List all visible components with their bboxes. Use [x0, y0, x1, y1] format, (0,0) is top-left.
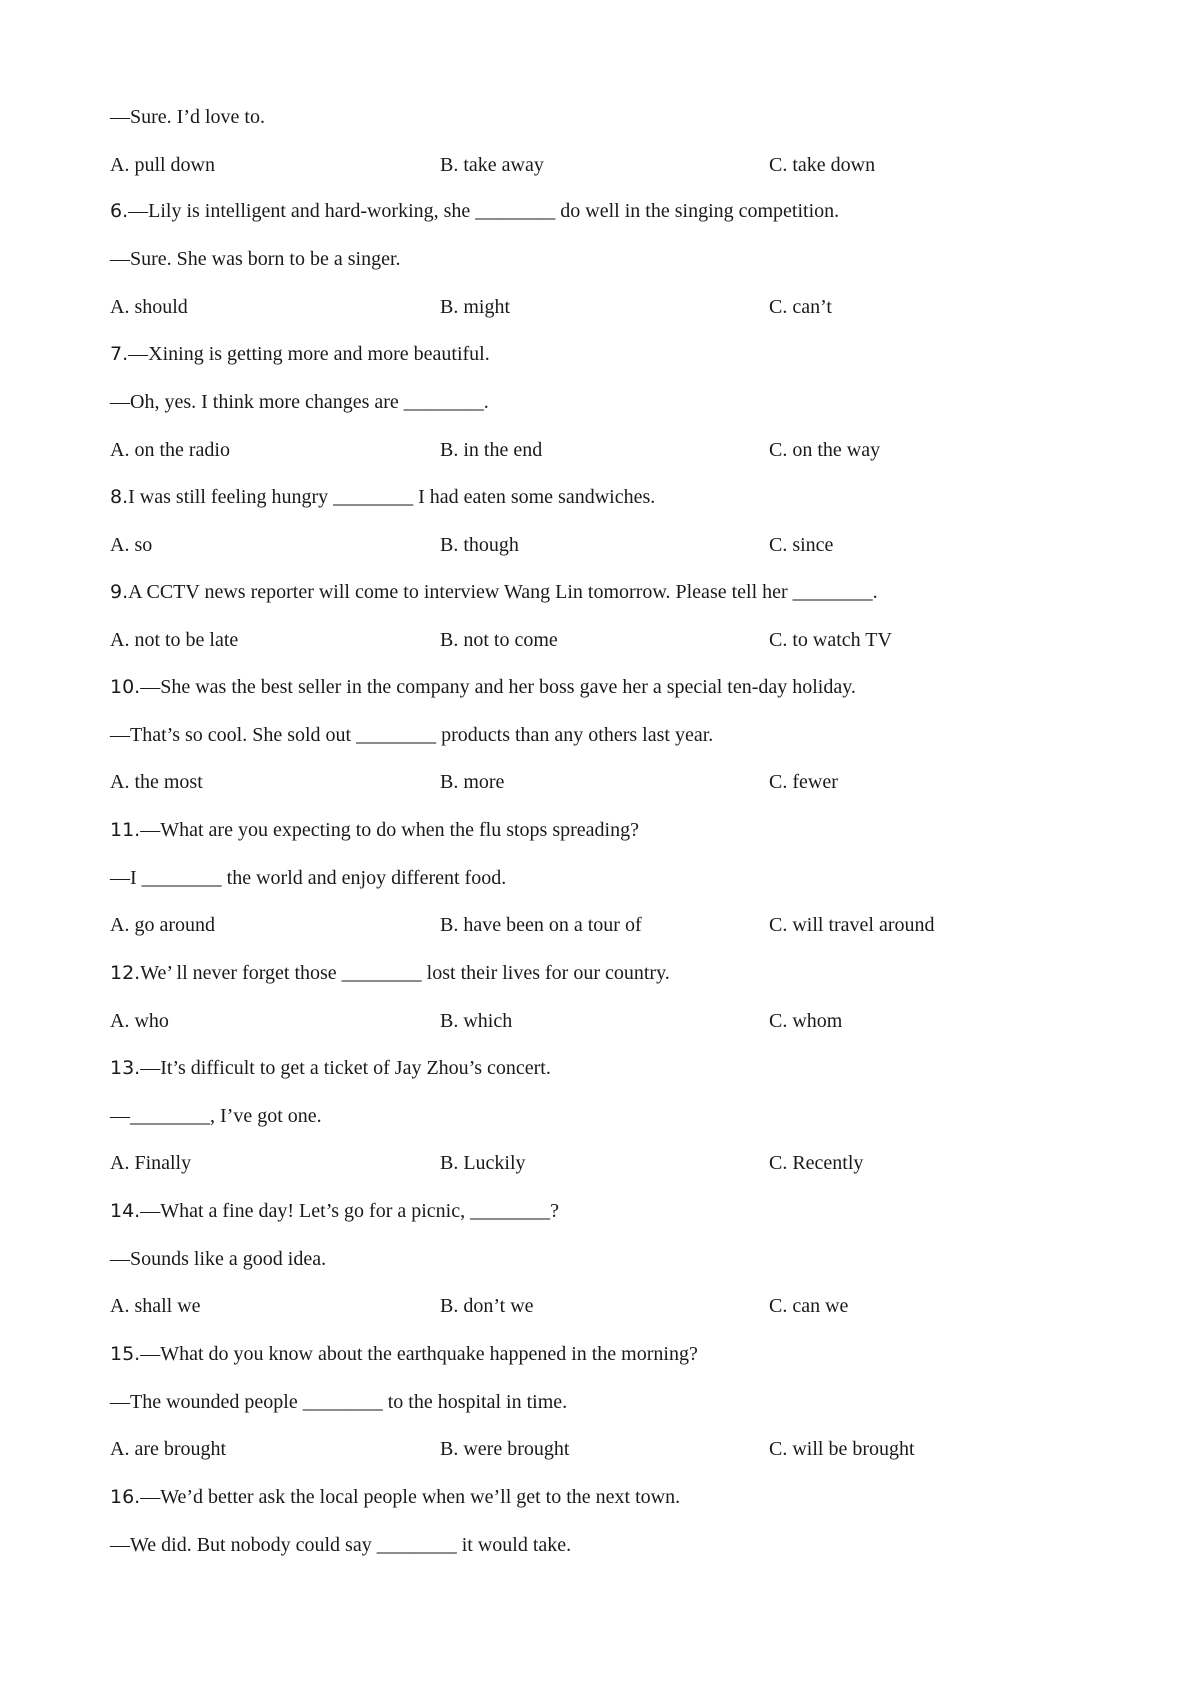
- option-b: B. have been on a tour of: [440, 914, 642, 936]
- option-b: B. take away: [440, 154, 544, 176]
- question-line: 7.—Xining is getting more and more beautiful.: [110, 343, 490, 365]
- option-row: [110, 294, 1110, 320]
- question-line: 15.—What do you know about the earthquake happened in the morning?: [110, 1343, 698, 1365]
- question-line: —The wounded people ________ to the hospital in time.: [110, 1391, 568, 1413]
- question-number: 15.: [110, 1343, 141, 1365]
- option-a: A. so: [110, 534, 153, 556]
- option-a: A. pull down: [110, 154, 215, 176]
- question-number: 7.: [110, 343, 129, 365]
- option-b: B. which: [440, 1010, 513, 1032]
- option-a: A. are brought: [110, 1438, 227, 1460]
- question-number: 16.: [110, 1486, 141, 1508]
- option-c: C. Recently: [769, 1152, 864, 1174]
- option-b: B. in the end: [440, 439, 543, 461]
- option-b: B. Luckily: [440, 1152, 526, 1174]
- question-line: 12.We’ ll never forget those ________ lost their lives for our country.: [110, 962, 670, 984]
- question-number: 8.: [110, 486, 129, 508]
- option-a: A. should: [110, 296, 188, 318]
- option-b: B. don’t we: [440, 1295, 534, 1317]
- question-number: 12.: [110, 962, 141, 984]
- option-b: B. more: [440, 771, 505, 793]
- option-row: [110, 532, 1110, 558]
- option-row: [110, 769, 1110, 795]
- question-number: 9.: [110, 581, 129, 603]
- option-row: [110, 1293, 1110, 1319]
- option-a: A. not to be late: [110, 629, 239, 651]
- option-row: [110, 912, 1110, 938]
- question-line: 6.—Lily is intelligent and hard-working, she ________ do well in the singing competition.: [110, 200, 840, 222]
- question-line: —________, I’ve got one.: [110, 1105, 322, 1127]
- option-c: C. to watch TV: [769, 629, 892, 651]
- question-number: 10.: [110, 676, 141, 698]
- question-line: —I ________ the world and enjoy different food.: [110, 867, 507, 889]
- option-a: A. shall we: [110, 1295, 201, 1317]
- question-number: 11.: [110, 819, 141, 841]
- option-b: B. though: [440, 534, 519, 556]
- option-c: C. fewer: [769, 771, 838, 793]
- option-c: C. on the way: [769, 439, 881, 461]
- option-b: B. might: [440, 296, 511, 318]
- option-c: C. can’t: [769, 296, 832, 318]
- question-line: 10.—She was the best seller in the company and her boss gave her a special ten-day holiday.: [110, 676, 856, 698]
- option-c: C. will travel around: [769, 914, 935, 936]
- option-a: A. Finally: [110, 1152, 192, 1174]
- question-line: 13.—It’s difficult to get a ticket of Jay Zhou’s concert.: [110, 1057, 551, 1079]
- question-line: 8.I was still feeling hungry ________ I had eaten some sandwiches.: [110, 486, 656, 508]
- question-line: —Sure. She was born to be a singer.: [110, 248, 401, 270]
- question-line: —That’s so cool. She sold out ________ products than any others last year.: [110, 724, 714, 746]
- question-line: 16.—We’d better ask the local people when we’ll get to the next town.: [110, 1486, 681, 1508]
- question-line: —We did. But nobody could say ________ it would take.: [110, 1534, 572, 1556]
- option-c: C. will be brought: [769, 1438, 915, 1460]
- option-a: A. the most: [110, 771, 203, 793]
- question-number: 13.: [110, 1057, 141, 1079]
- question-line: —Oh, yes. I think more changes are ________.: [110, 391, 489, 413]
- option-a: A. go around: [110, 914, 215, 936]
- option-row: [110, 1008, 1110, 1034]
- question-line: —Sure. I’d love to.: [110, 106, 265, 128]
- question-line: —Sounds like a good idea.: [110, 1248, 327, 1270]
- option-a: A. on the radio: [110, 439, 230, 461]
- option-row: [110, 152, 1110, 178]
- option-b: B. were brought: [440, 1438, 570, 1460]
- option-c: C. can we: [769, 1295, 849, 1317]
- question-line: 11.—What are you expecting to do when the flu stops spreading?: [110, 819, 639, 841]
- option-c: C. whom: [769, 1010, 843, 1032]
- option-row: [110, 627, 1110, 653]
- option-row: [110, 1150, 1110, 1176]
- question-line: 9.A CCTV news reporter will come to interview Wang Lin tomorrow. Please tell her ________.: [110, 581, 878, 603]
- question-number: 14.: [110, 1200, 141, 1222]
- option-a: A. who: [110, 1010, 169, 1032]
- question-line: 14.—What a fine day! Let’s go for a picnic, ________?: [110, 1200, 559, 1222]
- option-b: B. not to come: [440, 629, 558, 651]
- option-c: C. take down: [769, 154, 876, 176]
- option-row: [110, 1436, 1110, 1462]
- question-number: 6.: [110, 200, 129, 222]
- option-c: C. since: [769, 534, 834, 556]
- option-row: [110, 437, 1110, 463]
